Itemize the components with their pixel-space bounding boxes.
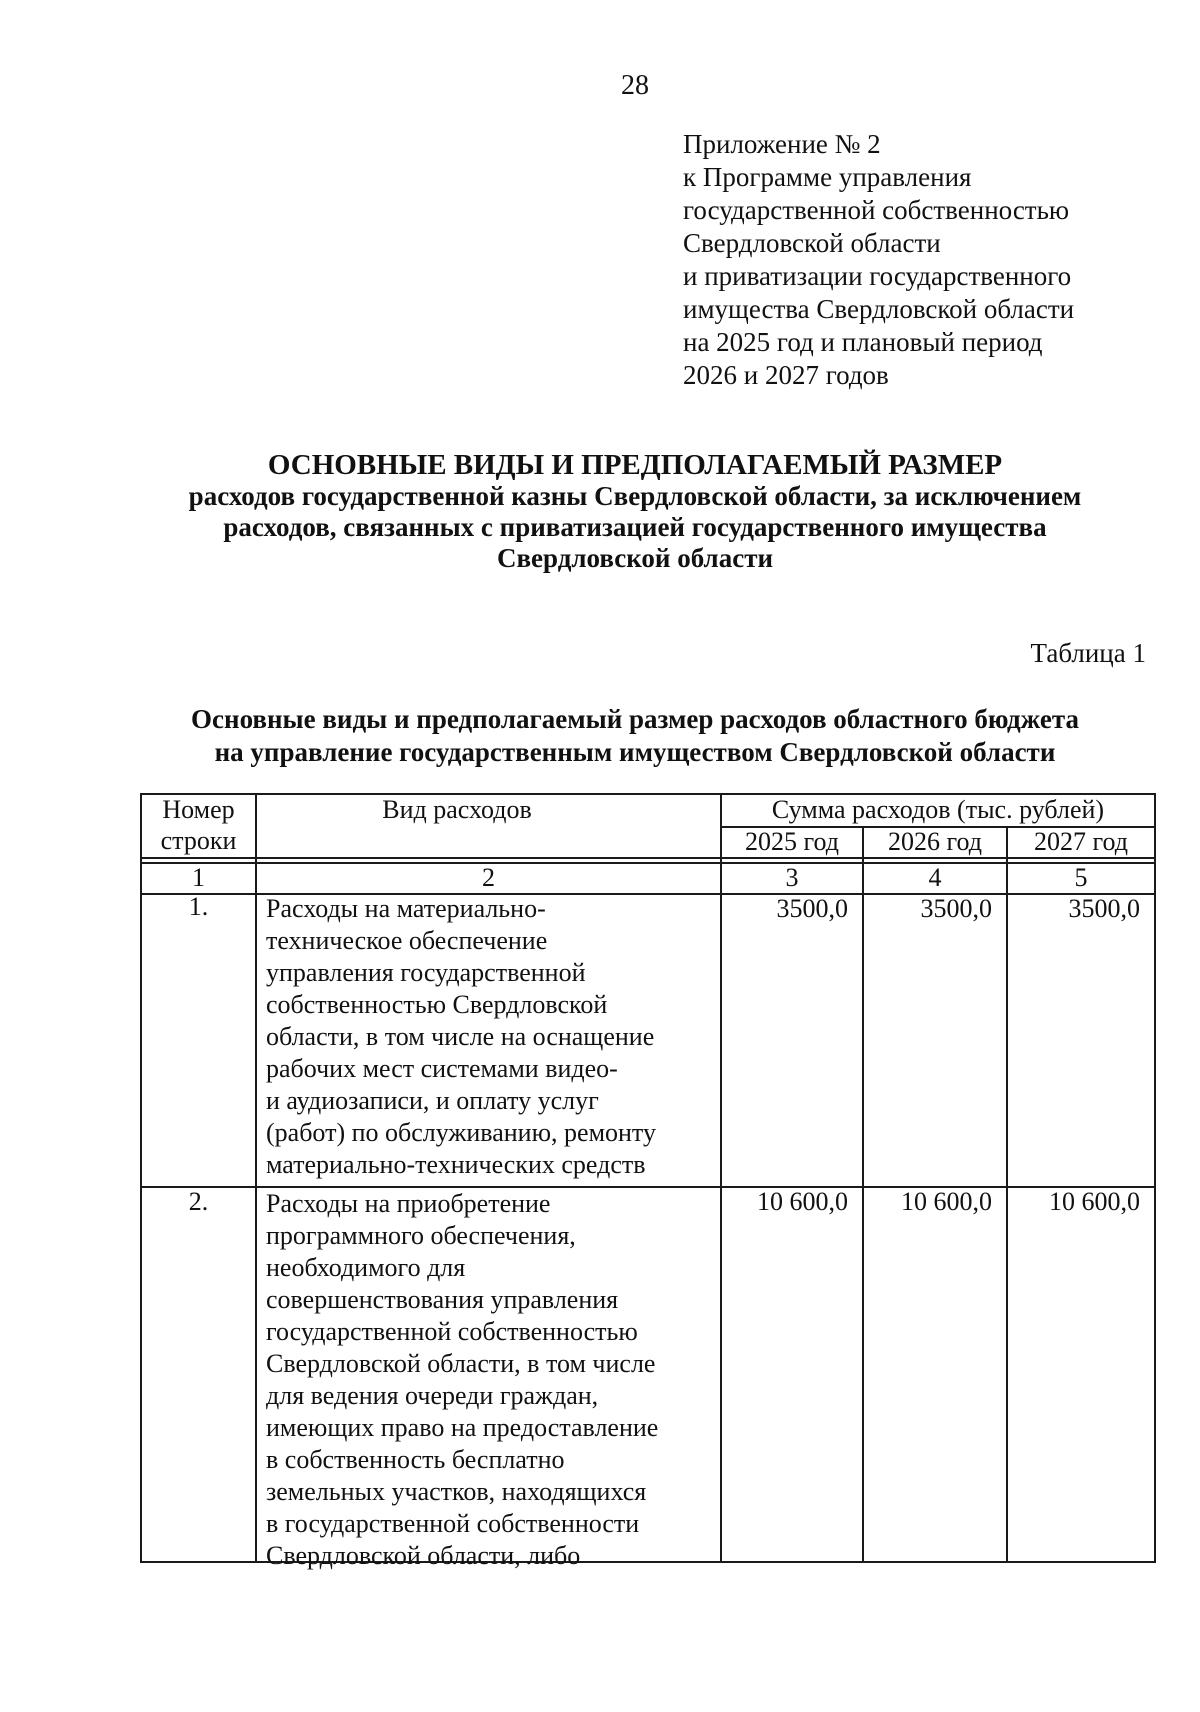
- description-line: в собственность бесплатно: [266, 1445, 565, 1474]
- description-line: Свердловской области, либо: [266, 1541, 581, 1570]
- description-line: (работ) по обслуживанию, ремонту: [266, 1118, 656, 1147]
- description-line: совершенствования управления: [266, 1285, 619, 1314]
- page-number: 28: [621, 70, 649, 101]
- column-number: 5: [1074, 863, 1088, 892]
- description-line: необходимого для: [266, 1253, 466, 1282]
- description-line: Свердловской области, в том числе: [266, 1349, 656, 1378]
- description-line: материально-технических средств: [266, 1150, 646, 1179]
- description-line: Расходы на материально-: [266, 894, 546, 923]
- description-line: земельных участков, находящихся: [266, 1477, 647, 1506]
- row-number: 2.: [188, 1187, 209, 1216]
- table-rule: [1154, 793, 1156, 1563]
- description-line: Расходы на приобретение: [266, 1189, 551, 1218]
- title-line: Свердловской области: [496, 543, 774, 573]
- appendix-line: Приложение № 2: [683, 129, 881, 159]
- table-title-line: на управление государственным имуществом Свердловской области: [214, 737, 1056, 767]
- header-year-2026: 2026 год: [888, 827, 982, 856]
- row-description: [266, 893, 716, 1181]
- appendix-line: и приватизации государственного: [683, 261, 1072, 291]
- row-description: [266, 1188, 716, 1572]
- title-line: расходов, связанных с приватизацией государственного имущества: [223, 512, 1047, 542]
- value-2027: 10 600,0: [1049, 1187, 1140, 1216]
- value-2025: 3500,0: [776, 894, 848, 923]
- description-line: в государственной собственности: [266, 1509, 640, 1538]
- description-line: рабочих мест системами видео-: [266, 1054, 618, 1083]
- appendix-line: государственной собственностью: [683, 195, 1070, 225]
- value-2027: 3500,0: [1068, 894, 1140, 923]
- value-2026: 3500,0: [920, 894, 992, 923]
- value-2025: 10 600,0: [757, 1187, 848, 1216]
- table-label: Таблица 1: [1030, 638, 1146, 668]
- header-kind: Вид расходов: [382, 795, 532, 824]
- appendix-line: к Программе управления: [683, 162, 972, 192]
- title-line: ОСНОВНЫЕ ВИДЫ И ПРЕДПОЛАГАЕМЫЙ РАЗМЕР: [267, 449, 1003, 481]
- description-line: государственной собственностью: [266, 1317, 638, 1346]
- appendix-line: имущества Свердловской области: [683, 294, 1075, 324]
- column-number: 2: [482, 863, 495, 892]
- appendix-block: [683, 128, 1163, 392]
- column-number: 4: [928, 863, 942, 892]
- header-sum: Сумма расходов (тыс. рублей): [771, 795, 1105, 824]
- row-number: 1.: [188, 892, 209, 921]
- table-rule: [255, 793, 257, 1563]
- column-number: 3: [785, 863, 799, 892]
- value-2026: 10 600,0: [901, 1187, 992, 1216]
- document-title: [130, 450, 1140, 574]
- header-row-number-line: строки: [160, 826, 237, 855]
- description-line: собственностью Свердловской: [266, 990, 608, 1019]
- description-line: для ведения очереди граждан,: [266, 1381, 599, 1410]
- description-line: программного обеспечения,: [266, 1221, 576, 1250]
- appendix-line: на 2025 год и плановый период: [683, 327, 1043, 357]
- appendix-line: Свердловской области: [683, 228, 941, 258]
- appendix-line: 2026 и 2027 годов: [683, 360, 889, 390]
- header-row-number-line: Номер: [162, 795, 235, 824]
- column-number: 1: [192, 863, 205, 892]
- title-line: расходов государственной казны Свердловской области, за исключением: [188, 481, 1082, 511]
- description-line: области, в том числе на оснащение: [266, 1022, 655, 1051]
- table-title-line: Основные виды и предполагаемый размер расходов областного бюджета: [191, 704, 1079, 734]
- description-line: и аудиозаписи, и оплату услуг: [266, 1086, 599, 1115]
- header-year-2027: 2027 год: [1034, 827, 1128, 856]
- description-line: техническое обеспечение: [266, 926, 548, 955]
- description-line: имеющих право на предоставление: [266, 1413, 659, 1442]
- expenses-table: [140, 793, 1156, 1570]
- table-title: [130, 703, 1140, 769]
- header-year-2025: 2025 год: [745, 827, 839, 856]
- description-line: управления государственной: [266, 958, 586, 987]
- header-row-number: [142, 794, 255, 856]
